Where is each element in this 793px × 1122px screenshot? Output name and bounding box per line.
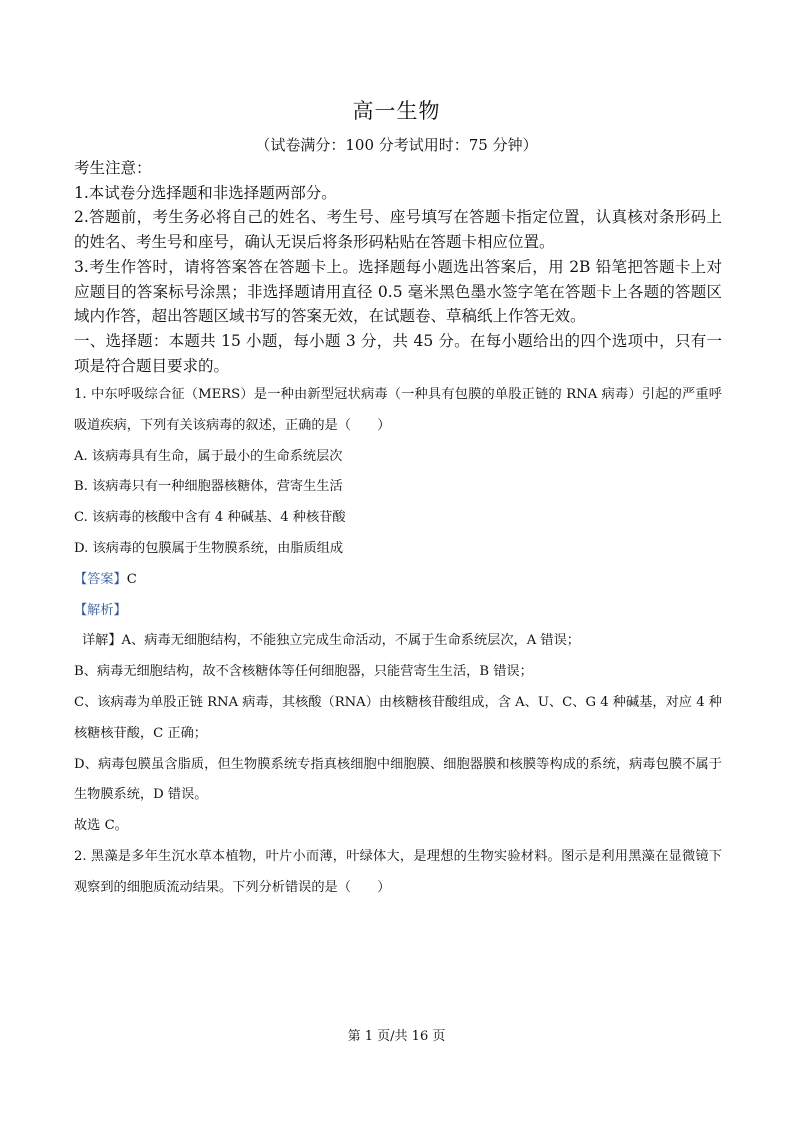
answer-value: C (126, 571, 137, 587)
analysis-detail: C、该病毒为单股正链 RNA 病毒，其核酸（RNA）由核糖核苷酸组成，含 A、U、C、G 4 种碱基，对应 4 种核糖核苷酸，C 正确； (74, 694, 722, 741)
question-1-stem: 1. 中东呼吸综合征（MERS）是一种由新型冠状病毒（一种具有包膜的单股正链的 RNA 病毒）引起的严重呼吸道疾病，下列有关该病毒的叙述，正确的是（ ） (74, 387, 722, 433)
page-title: 高一生物 (352, 99, 441, 123)
notice-section (74, 156, 722, 378)
analysis-detail: B、病毒无细胞结构，故不含核糖体等任何细胞器，只能营寄生生活，B 错误； (74, 664, 533, 680)
analysis-conclusion: 故选 C。 (74, 818, 128, 834)
answer-label: 【答案】 (74, 571, 127, 587)
analysis-detail: 详解】A、病毒无细胞结构，不能独立完成生命活动，不属于生命系统层次，A 错误； (82, 633, 580, 649)
question-body (74, 380, 722, 904)
option-d: D. 该病毒的包膜属于生物膜系统，由脂质组成 (74, 540, 344, 556)
notice-heading: 考生注意： (74, 159, 152, 177)
notice-item: 1.本试卷分选择题和非选择题两部分。 (74, 183, 337, 202)
exam-info: （试卷满分：100 分考试用时：75 分钟） (255, 136, 538, 154)
analysis-label: 【解析】 (74, 602, 127, 618)
question-2-stem: 2. 黑藻是多年生沉水草本植物，叶片小而薄，叶绿体大，是理想的生物实验材料。图示是利用黑藻在显微镜下观察到的细胞质流动结果。下列分析错误的是（ ） (74, 848, 722, 895)
section-heading: 一、选择题：本题共 15 小题，每小题 3 分，共 45 分。在每小题给出的四个选项中，只有一项是符合题目要求的。 (74, 331, 722, 375)
analysis-detail: D、病毒包膜虽含脂质，但生物膜系统专指真核细胞中细胞膜、细胞器膜和核膜等构成的系统，病毒包膜不属于生物膜系统，D 错误。 (74, 756, 722, 803)
notice-item: 3.考生作答时，请将答案答在答题卡上。选择题每小题选出答案后，用 2B 铅笔把答题卡上对应题目的答案标号涂黑；非选择题请用直径 0.5 毫米黑色墨水签字笔在答题卡上各题的答题区域内作答，超出答题区域书写的答案无效，在试题卷、草稿纸上作答无效。 (74, 257, 722, 326)
option-c: C. 该病毒的核酸中含有 4 种碱基、4 种核苷酸 (74, 510, 346, 526)
answer-line (74, 565, 722, 596)
option-a: A. 该病毒具有生命，属于最小的生命系统层次 (74, 448, 343, 464)
notice-item: 2.答题前，考生务必将自己的姓名、考生号、座号填写在答题卡指定位置，认真核对条形码上的姓名、考生号和座号，确认无误后将条形码粘贴在答题卡相应位置。 (74, 208, 722, 252)
page-number: 第 1 页/共 16 页 (347, 1029, 446, 1044)
option-b: B. 该病毒只有一种细胞器核糖体，营寄生生活 (74, 479, 343, 495)
